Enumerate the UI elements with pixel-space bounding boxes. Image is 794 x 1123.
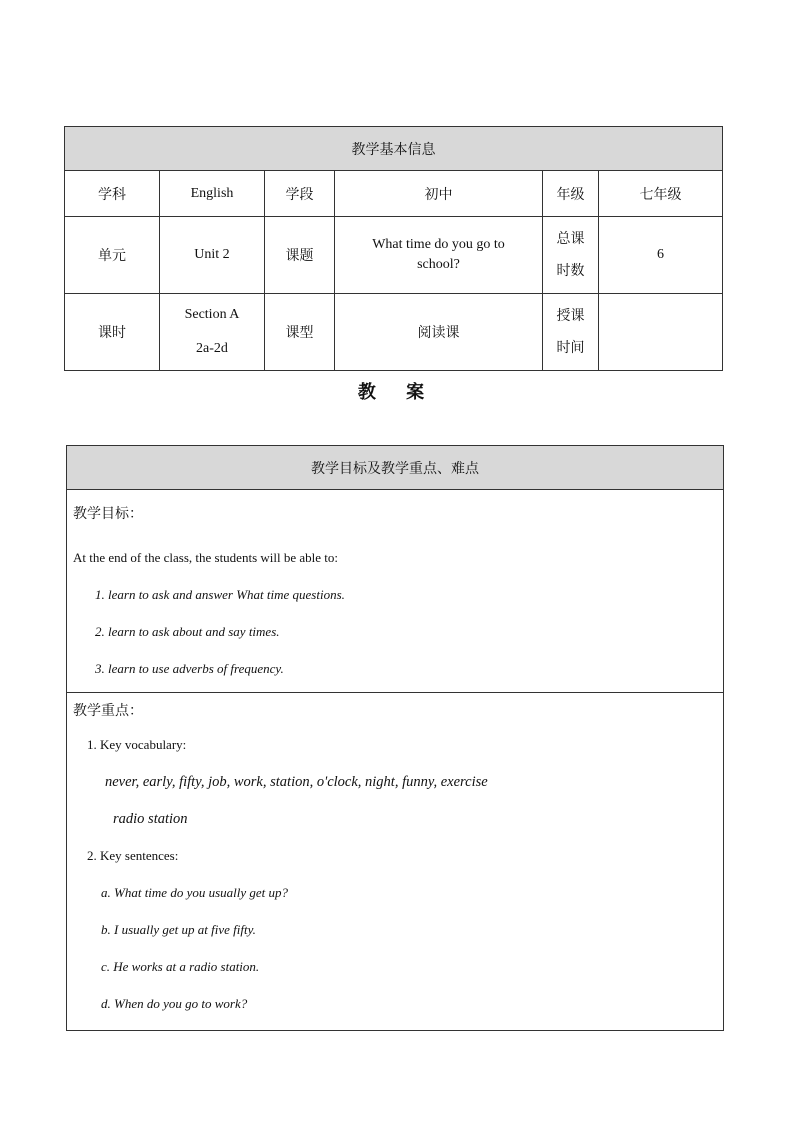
topic-line-2: school? xyxy=(417,257,460,272)
total-label-line-2: 时数 xyxy=(556,263,585,279)
time-label-line-1: 授课 xyxy=(556,308,585,324)
teaching-time-value xyxy=(599,294,723,371)
basic-info-table xyxy=(64,126,723,371)
total-hours-value: 6 xyxy=(599,217,723,294)
subject-value: English xyxy=(160,171,265,217)
period-line-1: Section A xyxy=(184,307,240,322)
key-points-heading: 教学重点： xyxy=(73,703,143,719)
objectives-intro: At the end of the class, the students will be able to: xyxy=(73,550,338,565)
time-label-line-2: 时间 xyxy=(556,340,585,356)
total-hours-label xyxy=(543,217,599,294)
objectives-section xyxy=(67,490,724,693)
plan-table-header: 教学目标及教学重点、难点 xyxy=(67,446,724,490)
period-label: 课时 xyxy=(65,294,160,371)
objective-item-2: 2. learn to ask about and say times. xyxy=(95,624,280,639)
sentences-label: 2. Key sentences: xyxy=(87,848,179,863)
grade-value: 七年级 xyxy=(599,171,723,217)
stage-value: 初中 xyxy=(335,171,543,217)
period-line-2: 2a-2d xyxy=(196,341,228,356)
teaching-time-label xyxy=(543,294,599,371)
topic-value xyxy=(335,217,543,294)
topic-label: 课题 xyxy=(265,217,335,294)
type-label: 课型 xyxy=(265,294,335,371)
type-value: 阅读课 xyxy=(335,294,543,371)
grade-label: 年级 xyxy=(543,171,599,217)
info-table-header: 教学基本信息 xyxy=(65,127,723,171)
sentence-d: d. When do you go to work? xyxy=(101,996,248,1011)
key-points-section xyxy=(67,693,724,1031)
topic-line-1: What time do you go to xyxy=(372,237,505,252)
vocab-line-1: never, early, fifty, job, work, station, o'clock, night, funny, exercise xyxy=(105,774,488,790)
vocab-line-2: radio station xyxy=(113,811,188,827)
objective-item-1: 1. learn to ask and answer What time questions. xyxy=(95,587,345,602)
subject-label: 学科 xyxy=(65,171,160,217)
stage-label: 学段 xyxy=(265,171,335,217)
vocab-label: 1. Key vocabulary: xyxy=(87,737,187,752)
plan-title: 教 案 xyxy=(357,382,437,403)
unit-label: 单元 xyxy=(65,217,160,294)
sentence-c: c. He works at a radio station. xyxy=(101,959,260,974)
total-label-line-1: 总课 xyxy=(556,231,585,247)
period-value xyxy=(160,294,265,371)
objective-item-3: 3. learn to use adverbs of frequency. xyxy=(95,661,284,676)
objectives-heading: 教学目标： xyxy=(73,506,143,522)
unit-value: Unit 2 xyxy=(160,217,265,294)
sentence-b: b. I usually get up at five fifty. xyxy=(101,922,256,937)
sentence-a: a. What time do you usually get up? xyxy=(101,885,289,900)
lesson-plan-table xyxy=(66,445,724,1031)
